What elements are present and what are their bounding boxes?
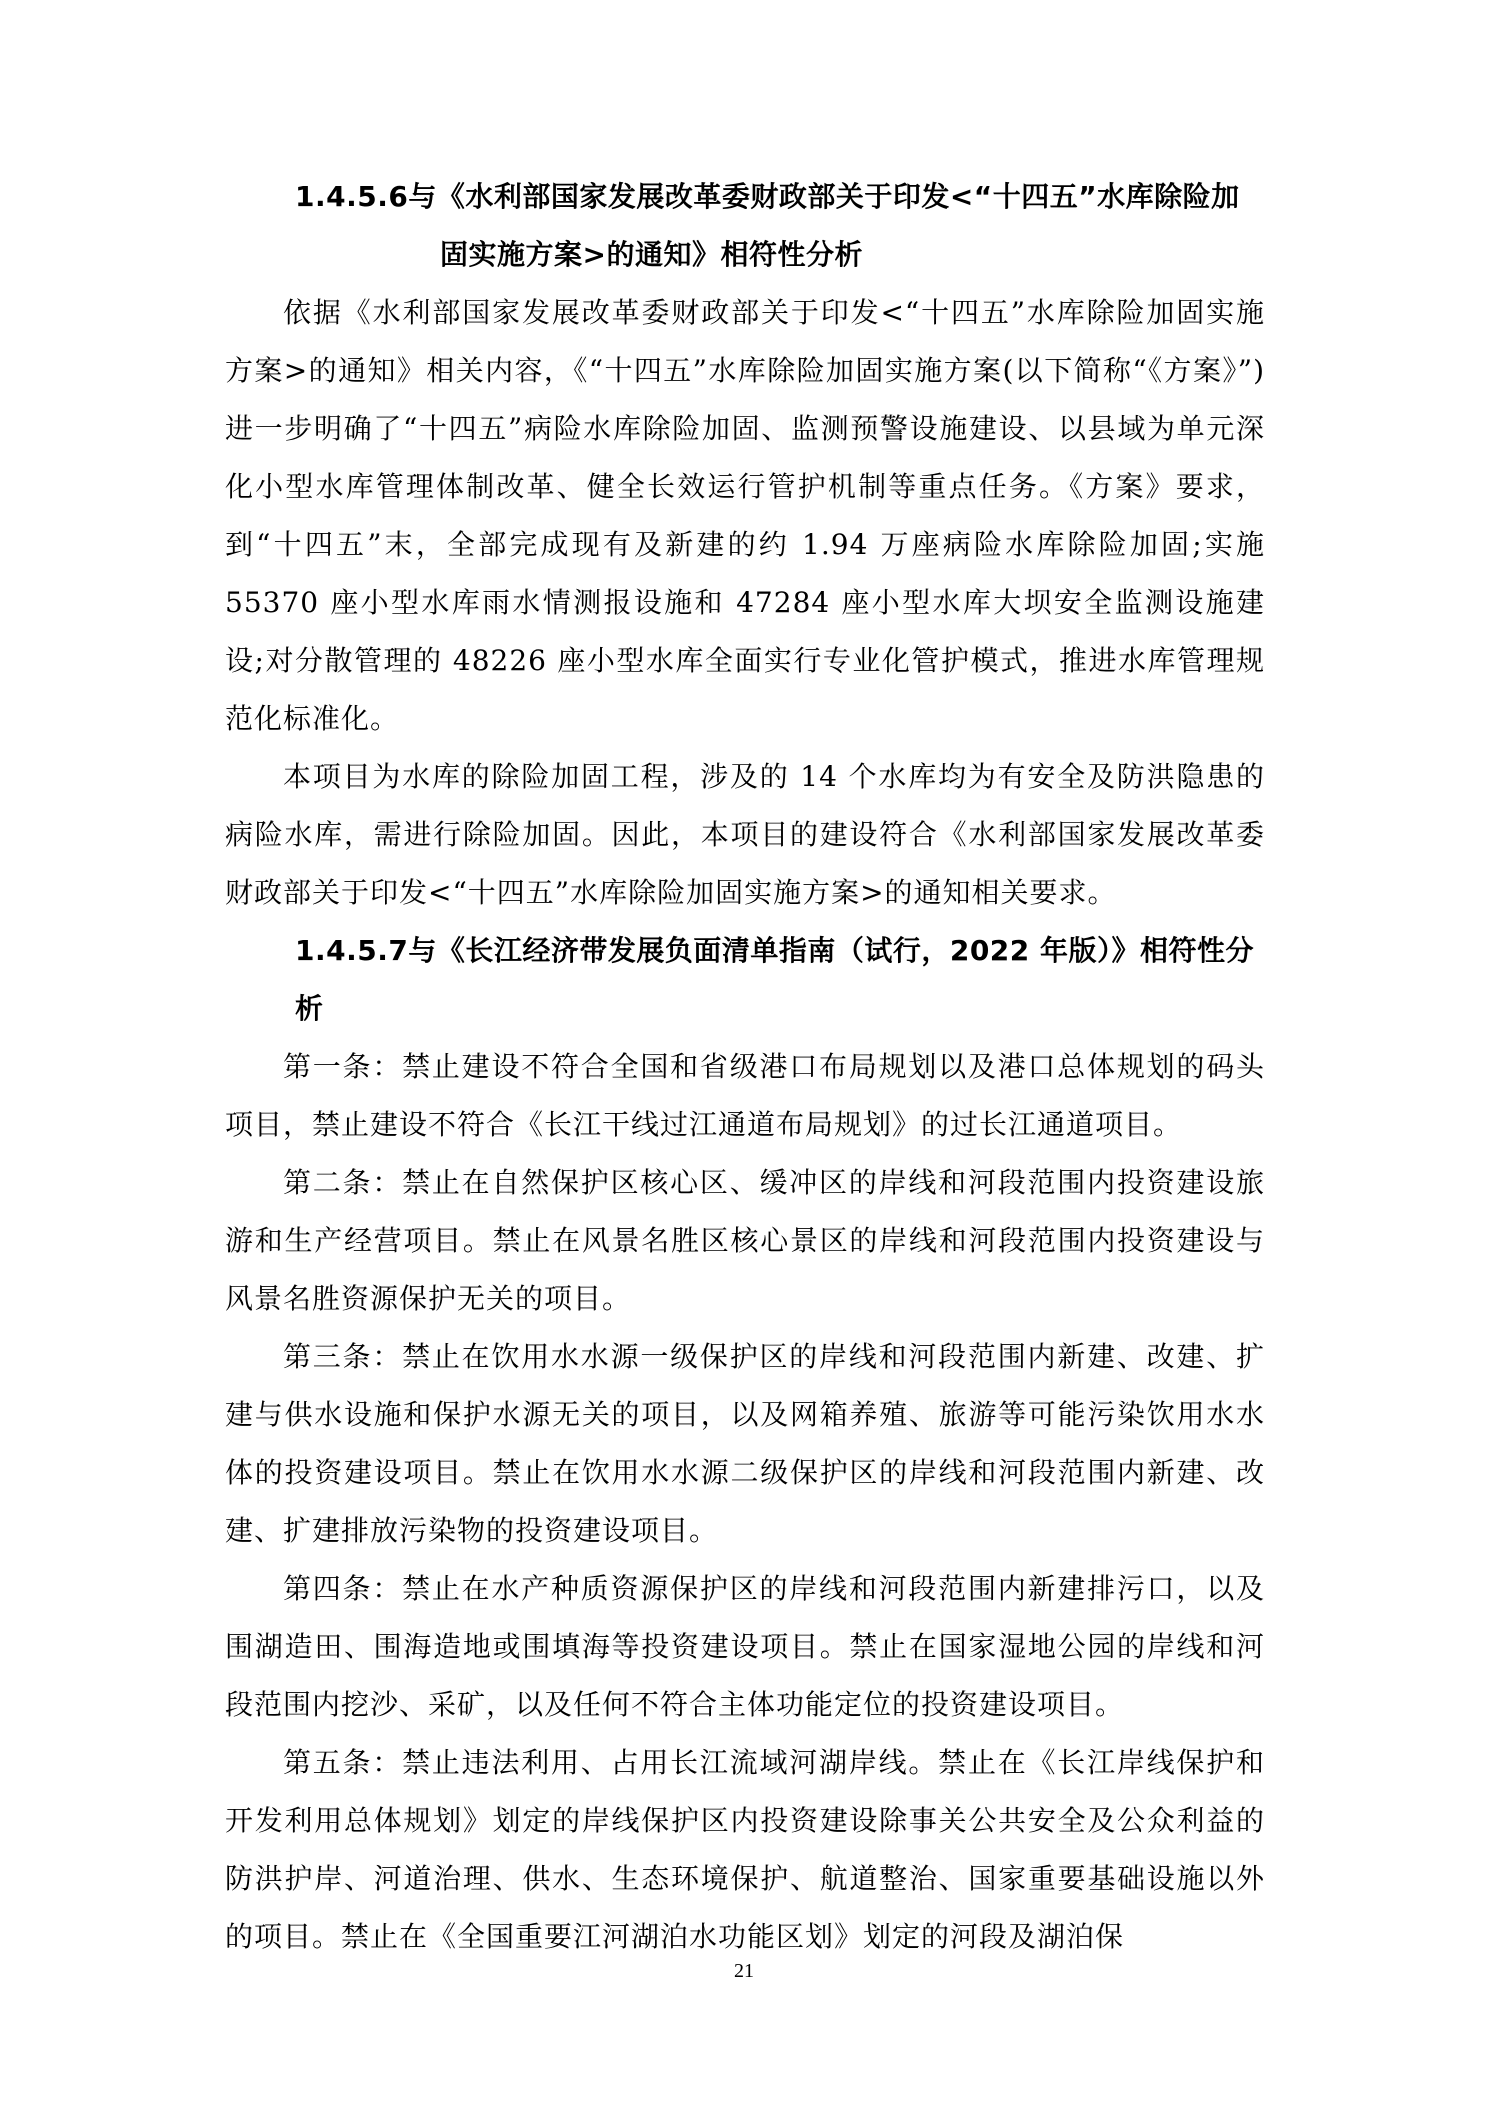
- section-heading-line2: 固实施方案>的通知》相符性分析: [440, 238, 863, 271]
- section-heading-1-4-5-7: 1.4.5.7与《长江经济带发展负面清单指南（试行，2022 年版）》相符性分析: [295, 934, 1255, 1025]
- paragraph: 本项目为水库的除险加固工程，涉及的 14 个水库均为有安全及防洪隐患的病险水库，需进行除险加固。因此，本项目的建设符合《水利部国家发展改革委财政部关于印发<“十四五”水库除险加固实施方案>的通知相关要求。: [225, 760, 1265, 909]
- page-number: 21: [734, 1960, 754, 1982]
- section-heading-line1: 1.4.5.6与《水利部国家发展改革委财政部关于印发<“十四五”水库除险加: [295, 180, 1240, 213]
- section-heading-1-4-5-6: [225, 168, 1265, 284]
- paragraph: 依据《水利部国家发展改革委财政部关于印发<“十四五”水库除险加固实施方案>的通知》相关内容，《“十四五”水库除险加固实施方案(以下简称“《方案》”)进一步明确了“十四五”病险水库除险加固、监测预警设施建设、以县域为单元深化小型水库管理体制改革、健全长效运行管护机制等重点任务。《方案》要求，到“十四五”末，全部完成现有及新建的约 1.94 万座病险水库除险加固;实施 55370 座小型水库雨水情测报设施和 47284 座小型水库大坝安全监测设施建设;对分散管理的 48226 座小型水库全面实行专业化管护模式，推进水库管理规范化标准化。: [225, 296, 1265, 735]
- paragraph-article-3: 第三条：禁止在饮用水水源一级保护区的岸线和河段范围内新建、改建、扩建与供水设施和保护水源无关的项目，以及网箱养殖、旅游等可能污染饮用水水体的投资建设项目。禁止在饮用水水源二级保护区的岸线和河段范围内新建、改建、扩建排放污染物的投资建设项目。: [225, 1340, 1265, 1547]
- paragraph-article-5: 第五条：禁止违法利用、占用长江流域河湖岸线。禁止在《长江岸线保护和开发利用总体规划》划定的岸线保护区内投资建设除事关公共安全及公众利益的防洪护岸、河道治理、供水、生态环境保护、航道整治、国家重要基础设施以外的项目。禁止在《全国重要江河湖泊水功能区划》划定的河段及湖泊保: [225, 1746, 1265, 1953]
- page-content: [225, 168, 1265, 1966]
- paragraph-article-4: 第四条：禁止在水产种质资源保护区的岸线和河段范围内新建排污口，以及围湖造田、围海造地或围填海等投资建设项目。禁止在国家湿地公园的岸线和河段范围内挖沙、采矿，以及任何不符合主体功能定位的投资建设项目。: [225, 1572, 1265, 1721]
- paragraph-article-2: 第二条：禁止在自然保护区核心区、缓冲区的岸线和河段范围内投资建设旅游和生产经营项目。禁止在风景名胜区核心景区的岸线和河段范围内投资建设与风景名胜资源保护无关的项目。: [225, 1166, 1265, 1315]
- paragraph-article-1: 第一条：禁止建设不符合全国和省级港口布局规划以及港口总体规划的码头项目，禁止建设不符合《长江干线过江通道布局规划》的过长江通道项目。: [225, 1050, 1265, 1141]
